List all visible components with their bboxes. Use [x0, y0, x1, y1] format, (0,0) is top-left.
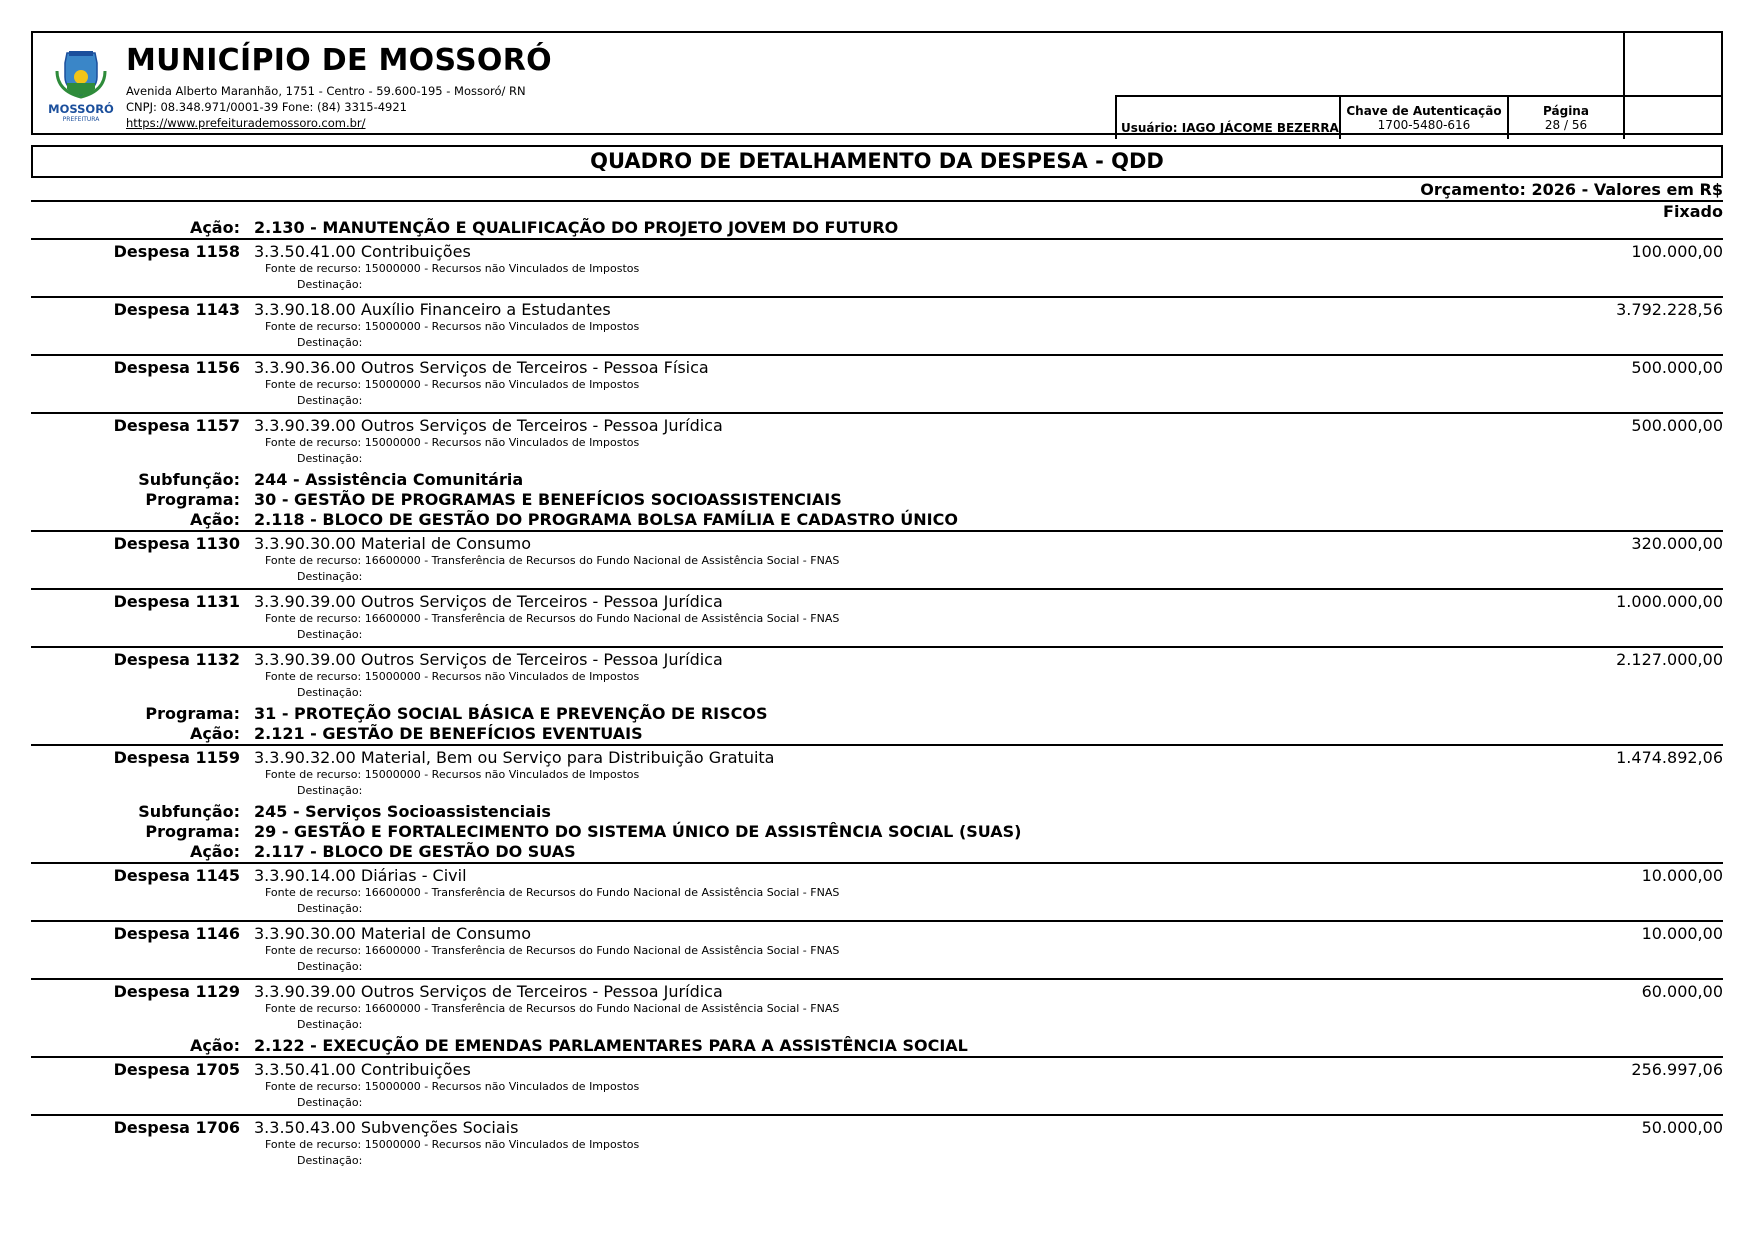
fixed-value: 10.000,00 — [1641, 924, 1723, 943]
heading-label: Programa: — [145, 490, 240, 509]
destination-label: Destinação: — [297, 336, 363, 349]
expense-description: 3.3.90.30.00 Material de Consumo — [254, 534, 531, 553]
heading-label: Programa: — [145, 704, 240, 723]
organization-website-link[interactable]: https://www.prefeiturademossoro.com.br/ — [126, 116, 366, 130]
fixed-value: 500.000,00 — [1631, 416, 1723, 435]
funding-source: Fonte de recurso: 15000000 - Recursos não Vinculados de Impostos — [265, 768, 640, 781]
fixed-value: 256.997,06 — [1631, 1060, 1723, 1079]
organization-cnpj-phone: CNPJ: 08.348.971/0001-39 Fone: (84) 3315-4921 — [126, 100, 407, 114]
title-box — [31, 145, 1723, 178]
heading-label: Ação: — [189, 1036, 240, 1055]
heading-text: 29 - GESTÃO E FORTALECIMENTO DO SISTEMA ÚNICO DE ASSISTÊNCIA SOCIAL (SUAS) — [254, 822, 1022, 841]
funding-source: Fonte de recurso: 16600000 - Transferência de Recursos do Fundo Nacional de Assistência Social - FNAS — [265, 1002, 840, 1015]
funding-source: Fonte de recurso: 15000000 - Recursos não Vinculados de Impostos — [265, 320, 640, 333]
page-header — [31, 31, 1723, 135]
expense-id: Despesa 1130 — [113, 534, 240, 553]
expense-description: 3.3.50.41.00 Contribuições — [254, 1060, 471, 1079]
expense-row — [31, 646, 1723, 704]
heading-label: Programa: — [145, 822, 240, 841]
expense-id: Despesa 1132 — [113, 650, 240, 669]
expense-id: Despesa 1157 — [113, 416, 240, 435]
heading-label: Ação: — [189, 842, 240, 861]
expense-row — [31, 744, 1723, 802]
fixed-value: 2.127.000,00 — [1616, 650, 1723, 669]
funding-source: Fonte de recurso: 15000000 - Recursos não Vinculados de Impostos — [265, 670, 640, 683]
section-heading — [31, 490, 1723, 510]
expense-description: 3.3.90.39.00 Outros Serviços de Terceiros - Pessoa Jurídica — [254, 982, 723, 1001]
section-heading — [31, 822, 1723, 842]
fixed-value: 1.474.892,06 — [1616, 748, 1723, 767]
heading-text: 2.117 - BLOCO DE GESTÃO DO SUAS — [254, 842, 576, 861]
column-header-fixado: Fixado — [1663, 202, 1723, 221]
expense-row — [31, 978, 1723, 1036]
expense-description: 3.3.50.41.00 Contribuições — [254, 242, 471, 261]
expense-id: Despesa 1705 — [113, 1060, 240, 1079]
heading-text: 31 - PROTEÇÃO SOCIAL BÁSICA E PREVENÇÃO DE RISCOS — [254, 704, 768, 723]
expense-description: 3.3.90.30.00 Material de Consumo — [254, 924, 531, 943]
heading-text: 2.121 - GESTÃO DE BENEFÍCIOS EVENTUAIS — [254, 724, 643, 743]
budget-label: Orçamento: 2026 - Valores em R$ — [1420, 180, 1723, 199]
user-cell — [1117, 97, 1341, 139]
expense-row — [31, 862, 1723, 920]
expense-id: Despesa 1156 — [113, 358, 240, 377]
expense-row — [31, 920, 1723, 978]
fixed-value: 50.000,00 — [1641, 1118, 1723, 1137]
expense-row — [31, 354, 1723, 412]
funding-source: Fonte de recurso: 16600000 - Transferência de Recursos do Fundo Nacional de Assistência Social - FNAS — [265, 944, 840, 957]
fixed-value: 1.000.000,00 — [1616, 592, 1723, 611]
destination-label: Destinação: — [297, 1018, 363, 1031]
destination-label: Destinação: — [297, 278, 363, 291]
destination-label: Destinação: — [297, 1096, 363, 1109]
expense-id: Despesa 1706 — [113, 1118, 240, 1137]
funding-source: Fonte de recurso: 15000000 - Recursos não Vinculados de Impostos — [265, 1138, 640, 1151]
expense-id: Despesa 1146 — [113, 924, 240, 943]
expense-id: Despesa 1131 — [113, 592, 240, 611]
expense-description: 3.3.90.18.00 Auxílio Financeiro a Estudantes — [254, 300, 611, 319]
heading-text: 30 - GESTÃO DE PROGRAMAS E BENEFÍCIOS SOCIOASSISTENCIAIS — [254, 490, 842, 509]
destination-label: Destinação: — [297, 784, 363, 797]
funding-source: Fonte de recurso: 16600000 - Transferência de Recursos do Fundo Nacional de Assistência Social - FNAS — [265, 554, 840, 567]
auth-key-value: 1700-5480-616 — [1377, 118, 1471, 132]
expense-description: 3.3.90.39.00 Outros Serviços de Terceiros - Pessoa Jurídica — [254, 650, 723, 669]
destination-label: Destinação: — [297, 628, 363, 641]
destination-label: Destinação: — [297, 686, 363, 699]
destination-label: Destinação: — [297, 452, 363, 465]
expense-list — [31, 218, 1723, 1172]
logo-subtext: PREFEITURA — [62, 116, 100, 123]
funding-source: Fonte de recurso: 15000000 - Recursos não Vinculados de Impostos — [265, 1080, 640, 1093]
auth-key-label: Chave de Autenticação — [1346, 104, 1502, 118]
coat-of-arms-icon — [45, 47, 117, 127]
funding-source: Fonte de recurso: 15000000 - Recursos não Vinculados de Impostos — [265, 378, 640, 391]
section-heading — [31, 842, 1723, 862]
municipality-logo — [45, 47, 117, 127]
section-heading — [31, 470, 1723, 490]
expense-row — [31, 296, 1723, 354]
logo-wordmark: MOSSORÓ — [48, 102, 114, 116]
section-heading — [31, 802, 1723, 822]
funding-source: Fonte de recurso: 15000000 - Recursos não Vinculados de Impostos — [265, 262, 640, 275]
fixed-value: 100.000,00 — [1631, 242, 1723, 261]
destination-label: Destinação: — [297, 394, 363, 407]
expense-description: 3.3.50.43.00 Subvenções Sociais — [254, 1118, 519, 1137]
expense-row — [31, 412, 1723, 470]
expense-description: 3.3.90.36.00 Outros Serviços de Terceiros - Pessoa Física — [254, 358, 709, 377]
expense-id: Despesa 1158 — [113, 242, 240, 261]
document-title: QUADRO DE DETALHAMENTO DA DESPESA - QDD — [590, 149, 1164, 173]
expense-row — [31, 238, 1723, 296]
section-heading — [31, 704, 1723, 724]
heading-label: Ação: — [189, 218, 240, 237]
page-number: 28 / 56 — [1544, 118, 1588, 132]
expense-description: 3.3.90.32.00 Material, Bem ou Serviço para Distribuição Gratuita — [254, 748, 775, 767]
section-heading — [31, 218, 1723, 238]
fixed-value: 320.000,00 — [1631, 534, 1723, 553]
heading-label: Subfunção: — [138, 802, 240, 821]
auth-key-cell — [1341, 97, 1509, 139]
expense-id: Despesa 1143 — [113, 300, 240, 319]
expense-row — [31, 1114, 1723, 1172]
user-label: Usuário: IAGO JÁCOME BEZERRA — [1121, 121, 1339, 135]
heading-text: 244 - Assistência Comunitária — [254, 470, 524, 489]
expense-id: Despesa 1145 — [113, 866, 240, 885]
funding-source: Fonte de recurso: 16600000 - Transferência de Recursos do Fundo Nacional de Assistência Social - FNAS — [265, 612, 840, 625]
section-heading — [31, 510, 1723, 530]
destination-label: Destinação: — [297, 570, 363, 583]
funding-source: Fonte de recurso: 16600000 - Transferência de Recursos do Fundo Nacional de Assistência Social - FNAS — [265, 886, 840, 899]
section-heading — [31, 1036, 1723, 1056]
fixed-value: 3.792.228,56 — [1616, 300, 1723, 319]
organization-address: Avenida Alberto Maranhão, 1751 - Centro - 59.600-195 - Mossoró/ RN — [126, 84, 526, 98]
heading-label: Ação: — [189, 510, 240, 529]
expense-description: 3.3.90.39.00 Outros Serviços de Terceiros - Pessoa Jurídica — [254, 416, 723, 435]
fixed-value: 500.000,00 — [1631, 358, 1723, 377]
page-cell — [1509, 97, 1625, 139]
expense-description: 3.3.90.14.00 Diárias - Civil — [254, 866, 467, 885]
fixed-value: 60.000,00 — [1641, 982, 1723, 1001]
meta-blank-cell — [1625, 97, 1723, 139]
expense-row — [31, 588, 1723, 646]
expense-id: Despesa 1159 — [113, 748, 240, 767]
expense-id: Despesa 1129 — [113, 982, 240, 1001]
heading-text: 245 - Serviços Socioassistenciais — [254, 802, 551, 821]
page-label: Página — [1543, 104, 1589, 118]
heading-label: Subfunção: — [138, 470, 240, 489]
heading-text: 2.130 - MANUTENÇÃO E QUALIFICAÇÃO DO PROJETO JOVEM DO FUTURO — [254, 218, 899, 237]
document-meta — [1115, 95, 1723, 139]
heading-label: Ação: — [189, 724, 240, 743]
destination-label: Destinação: — [297, 960, 363, 973]
organization-name: MUNICÍPIO DE MOSSORÓ — [126, 43, 552, 78]
heading-text: 2.122 - EXECUÇÃO DE EMENDAS PARLAMENTARES PARA A ASSISTÊNCIA SOCIAL — [254, 1036, 968, 1055]
destination-label: Destinação: — [297, 1154, 363, 1167]
divider — [31, 200, 1723, 202]
heading-text: 2.118 - BLOCO DE GESTÃO DO PROGRAMA BOLSA FAMÍLIA E CADASTRO ÚNICO — [254, 510, 958, 529]
fixed-value: 10.000,00 — [1641, 866, 1723, 885]
expense-description: 3.3.90.39.00 Outros Serviços de Terceiros - Pessoa Jurídica — [254, 592, 723, 611]
funding-source: Fonte de recurso: 15000000 - Recursos não Vinculados de Impostos — [265, 436, 640, 449]
section-heading — [31, 724, 1723, 744]
header-blank-cell — [1623, 31, 1723, 97]
destination-label: Destinação: — [297, 902, 363, 915]
expense-row — [31, 1056, 1723, 1114]
expense-row — [31, 530, 1723, 588]
